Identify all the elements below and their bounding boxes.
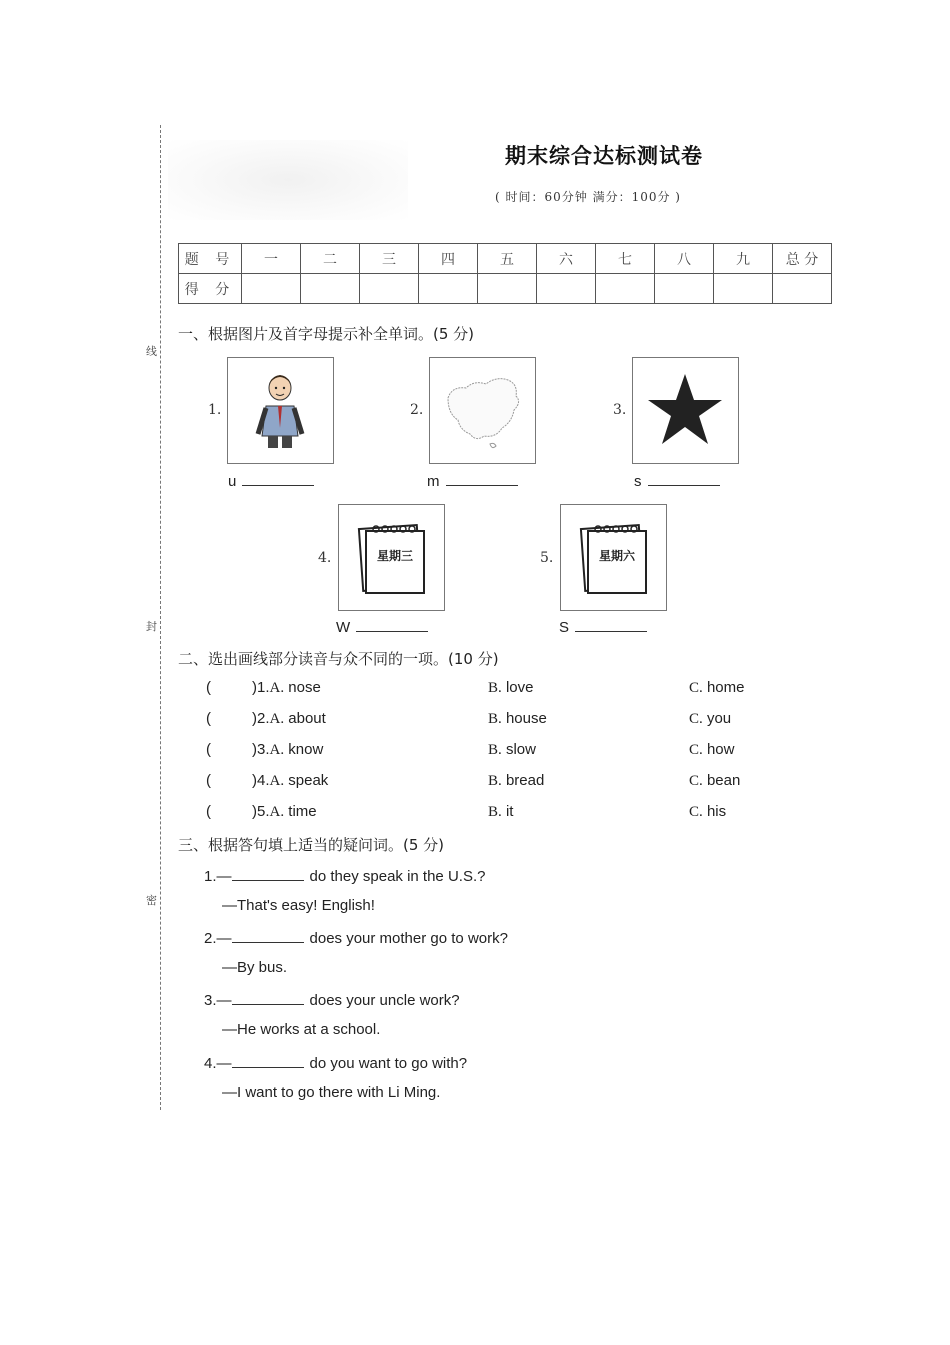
question-word-blank[interactable] xyxy=(232,928,304,943)
option-a xyxy=(252,803,317,821)
score-cell: 五 xyxy=(478,244,537,274)
answer-blank[interactable] xyxy=(446,471,518,486)
option-a xyxy=(252,710,326,728)
score-cell: 七 xyxy=(596,244,655,274)
option-b-prefix: B. xyxy=(488,804,502,820)
option-c xyxy=(689,741,734,759)
score-input-cell[interactable] xyxy=(301,274,360,304)
calendar-day-text: 星期三 xyxy=(376,549,414,563)
score-input-cell[interactable] xyxy=(242,274,301,304)
option-c xyxy=(689,772,740,790)
option-b xyxy=(488,803,513,821)
option-b-word: slow xyxy=(505,741,536,758)
first-letter-hint: m xyxy=(427,473,440,490)
option-a-prefix: A. xyxy=(269,711,285,727)
boy-in-uniform-icon xyxy=(228,358,333,463)
question-number: )1. xyxy=(252,679,270,696)
option-b xyxy=(488,710,547,728)
option-c-word: you xyxy=(706,710,732,727)
score-table xyxy=(178,243,832,304)
option-c-word: bean xyxy=(706,772,741,789)
score-input-cell[interactable] xyxy=(596,274,655,304)
star-icon xyxy=(633,358,738,463)
margin-label-mi: 密 xyxy=(146,894,157,907)
open-paren: ( xyxy=(206,803,211,820)
question-text: do they speak in the U.S.? xyxy=(309,868,486,885)
pic-number: 2. xyxy=(410,402,424,418)
option-b xyxy=(488,772,544,790)
option-b-word: bread xyxy=(505,772,545,789)
answer-text: —I want to go there with Li Ming. xyxy=(222,1084,441,1101)
answer-text: —By bus. xyxy=(222,959,288,976)
option-b-word: it xyxy=(505,803,514,820)
first-letter-hint: s xyxy=(634,473,642,490)
score-input-cell[interactable] xyxy=(714,274,773,304)
option-a-prefix: A. xyxy=(269,680,285,696)
score-cell: 三 xyxy=(360,244,419,274)
answer-bracket[interactable] xyxy=(206,679,211,696)
score-table-score-row xyxy=(179,274,832,304)
answer-bracket[interactable] xyxy=(206,741,211,758)
picture-box xyxy=(560,504,667,611)
pic-number: 1. xyxy=(208,402,222,418)
picture-box xyxy=(632,357,739,464)
answer-line-2[interactable] xyxy=(427,471,518,490)
score-input-cell[interactable] xyxy=(537,274,596,304)
option-b-prefix: B. xyxy=(488,742,502,758)
first-letter-hint: W xyxy=(336,619,351,636)
option-c-prefix: C. xyxy=(689,742,703,758)
header-smudge xyxy=(168,140,408,220)
option-a-prefix: A. xyxy=(269,804,285,820)
answer-bracket[interactable] xyxy=(206,710,211,727)
question-word-blank[interactable] xyxy=(232,866,304,881)
section1-heading: 一、根据图片及首字母提示补全单词。(5 分) xyxy=(178,325,475,343)
option-c-prefix: C. xyxy=(689,804,703,820)
score-table-header-row xyxy=(179,244,832,274)
option-c-word: home xyxy=(706,679,745,696)
question-number: 4.— xyxy=(204,1055,232,1072)
option-a xyxy=(252,741,323,759)
question-word-blank[interactable] xyxy=(232,1053,304,1068)
open-paren: ( xyxy=(206,710,211,727)
option-a-prefix: A. xyxy=(269,742,285,758)
answer-line-1[interactable] xyxy=(228,471,314,490)
option-c-prefix: C. xyxy=(689,711,703,727)
fill-question xyxy=(204,866,485,885)
answer-line-3[interactable] xyxy=(634,471,720,490)
score-input-cell[interactable] xyxy=(773,274,832,304)
option-a-word: speak xyxy=(288,772,329,789)
score-cell: 题 号 xyxy=(179,244,242,274)
option-a-word: nose xyxy=(288,679,321,696)
option-b-prefix: B. xyxy=(488,773,502,789)
score-input-cell[interactable] xyxy=(419,274,478,304)
option-b-word: house xyxy=(505,710,547,727)
question-number: 1.— xyxy=(204,868,232,885)
binding-margin-line xyxy=(160,125,161,1110)
question-number: )5. xyxy=(252,803,270,820)
option-c-prefix: C. xyxy=(689,773,703,789)
score-input-cell[interactable] xyxy=(655,274,714,304)
china-map-icon xyxy=(430,358,535,463)
option-c xyxy=(689,679,744,697)
score-cell: 九 xyxy=(714,244,773,274)
score-cell: 二 xyxy=(301,244,360,274)
calendar-day-text: 星期六 xyxy=(598,549,636,563)
option-c xyxy=(689,710,731,728)
pic-number: 5. xyxy=(540,550,554,566)
answer-line-4[interactable] xyxy=(336,617,428,636)
question-text: does your mother go to work? xyxy=(309,930,508,947)
score-row-label: 得 分 xyxy=(179,274,242,304)
open-paren: ( xyxy=(206,741,211,758)
pic-number: 3. xyxy=(613,402,627,418)
option-a-word: know xyxy=(288,741,324,758)
answer-bracket[interactable] xyxy=(206,803,211,820)
section2-heading: 二、选出画线部分读音与众不同的一项。(10 分) xyxy=(178,650,499,668)
answer-blank[interactable] xyxy=(242,471,314,486)
fill-question xyxy=(204,928,508,947)
question-word-blank[interactable] xyxy=(232,990,304,1005)
calendar-icon xyxy=(339,505,444,610)
score-input-cell[interactable] xyxy=(478,274,537,304)
answer-text: —That's easy! English! xyxy=(222,897,375,914)
option-a-word: time xyxy=(288,803,317,820)
option-a-prefix: A. xyxy=(269,773,285,789)
option-c-prefix: C. xyxy=(689,680,703,696)
calendar-icon xyxy=(561,505,666,610)
question-number: 3.— xyxy=(204,992,232,1009)
option-b xyxy=(488,741,536,759)
option-b-word: love xyxy=(505,679,534,696)
option-a xyxy=(252,772,328,790)
question-number: )3. xyxy=(252,741,270,758)
score-cell: 六 xyxy=(537,244,596,274)
open-paren: ( xyxy=(206,772,211,789)
page-subtitle: ( 时间：60分钟 满分：100分 ) xyxy=(495,190,681,204)
answer-line-5[interactable] xyxy=(559,617,647,636)
answer-blank[interactable] xyxy=(575,617,647,632)
question-number: )4. xyxy=(252,772,270,789)
answer-bracket[interactable] xyxy=(206,772,211,789)
answer-blank[interactable] xyxy=(648,471,720,486)
score-input-cell[interactable] xyxy=(360,274,419,304)
question-text: does your uncle work? xyxy=(309,992,460,1009)
question-number: )2. xyxy=(252,710,270,727)
option-b-prefix: B. xyxy=(488,680,502,696)
picture-box xyxy=(429,357,536,464)
option-c xyxy=(689,803,726,821)
score-cell: 八 xyxy=(655,244,714,274)
option-c-word: his xyxy=(706,803,727,820)
fill-question xyxy=(204,990,460,1009)
answer-text: —He works at a school. xyxy=(222,1021,381,1038)
section3-heading: 三、根据答句填上适当的疑问词。(5 分) xyxy=(178,836,445,854)
page-title: 期末综合达标测试卷 xyxy=(505,143,703,168)
first-letter-hint: u xyxy=(228,473,237,490)
pic-number: 4. xyxy=(318,550,332,566)
open-paren: ( xyxy=(206,679,211,696)
score-cell: 四 xyxy=(419,244,478,274)
picture-box xyxy=(338,504,445,611)
fill-question xyxy=(204,1053,467,1072)
score-cell: 总 分 xyxy=(773,244,832,274)
option-b-prefix: B. xyxy=(488,711,502,727)
margin-label-xian: 线 xyxy=(146,345,157,358)
first-letter-hint: S xyxy=(559,619,570,636)
question-number: 2.— xyxy=(204,930,232,947)
answer-blank[interactable] xyxy=(356,617,428,632)
score-cell: 一 xyxy=(242,244,301,274)
option-c-word: how xyxy=(706,741,735,758)
option-b xyxy=(488,679,533,697)
margin-label-feng: 封 xyxy=(146,620,157,633)
option-a-word: about xyxy=(288,710,326,727)
option-a xyxy=(252,679,321,697)
picture-box xyxy=(227,357,334,464)
question-text: do you want to go with? xyxy=(309,1055,468,1072)
